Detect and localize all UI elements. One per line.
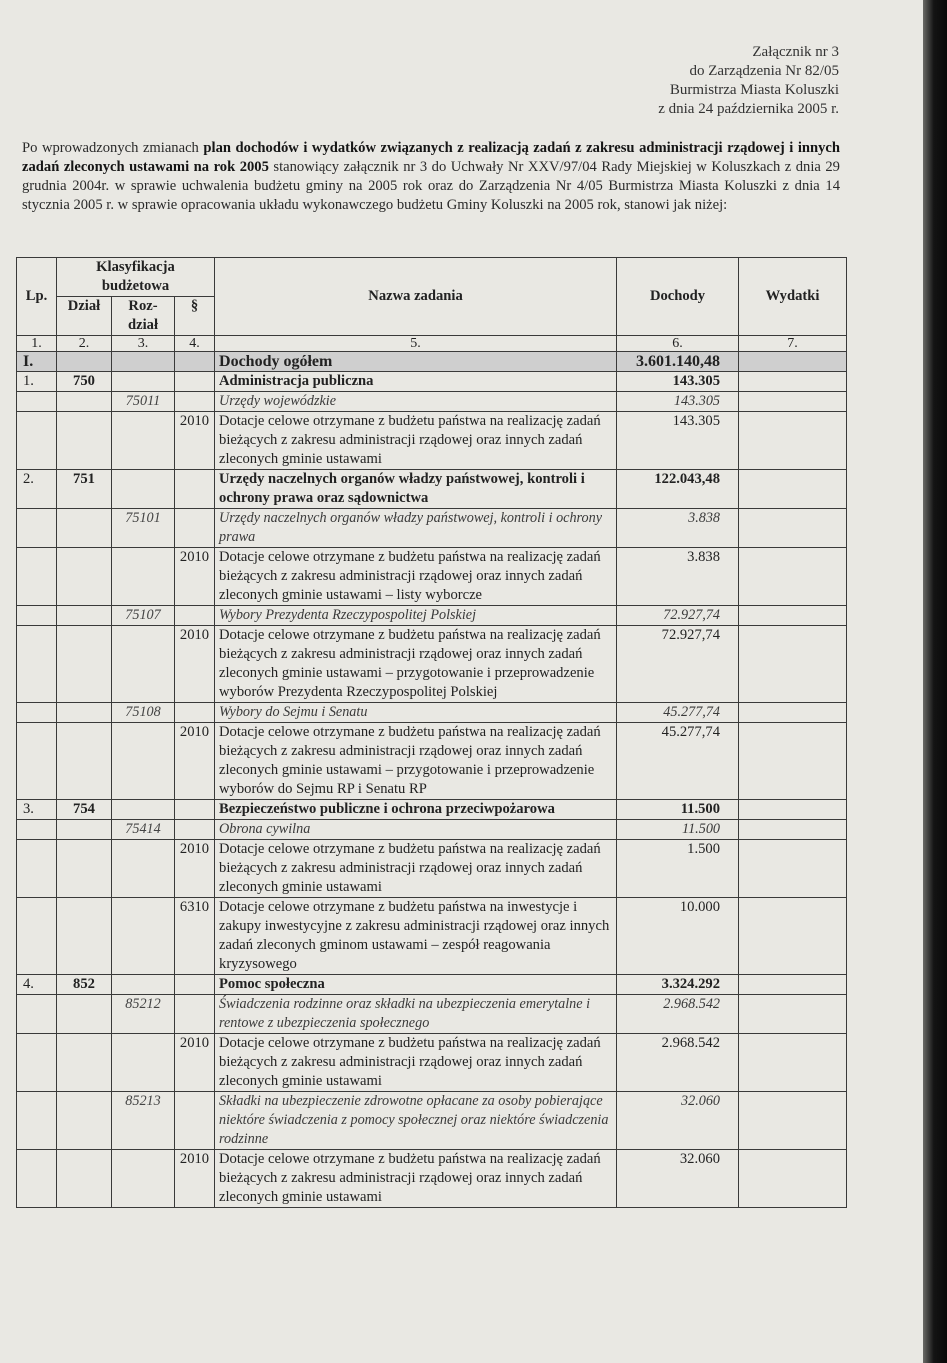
cell-rozdzial [112, 898, 175, 975]
cell-dochody: 143.305 [617, 392, 739, 412]
cell-nazwa: Dotacje celowe otrzymane z budżetu państwa na realizację zadań bieżących z zakresu administracji rządowej oraz innych zadań zleconych gminie ustawami [215, 412, 617, 470]
cell-lp: I. [17, 352, 57, 372]
cell-dzial [57, 606, 112, 626]
scanner-edge [923, 0, 947, 1363]
cell-nazwa: Dotacje celowe otrzymane z budżetu państwa na realizację zadań bieżących z zakresu administracji rządowej oraz innych zadań zleconych gminie ustawami [215, 1150, 617, 1208]
cell-dzial [57, 352, 112, 372]
cell-paragraf [175, 392, 215, 412]
table-row [17, 626, 847, 703]
budget-table [16, 257, 847, 1208]
cell-wydatki [739, 626, 847, 703]
cell-dochody: 11.500 [617, 820, 739, 840]
cell-dochody: 3.324.292 [617, 975, 739, 995]
annex-date: z dnia 24 października 2005 r. [658, 101, 839, 117]
cell-lp [17, 703, 57, 723]
cell-paragraf [175, 1092, 215, 1150]
cell-nazwa: Dotacje celowe otrzymane z budżetu państwa na inwestycje i zakupy inwestycyjne z zakresu administracji rządowej oraz innych zadań zleconych gminom ustawami – zespół reagowania kryzysowego [215, 898, 617, 975]
cell-lp [17, 606, 57, 626]
cell-paragraf: 2010 [175, 548, 215, 606]
table-row [17, 1150, 847, 1208]
cell-dzial [57, 703, 112, 723]
cell-dzial [57, 840, 112, 898]
table-row [17, 412, 847, 470]
cell-wydatki [739, 1150, 847, 1208]
cell-dochody: 32.060 [617, 1150, 739, 1208]
cell-dzial [57, 1034, 112, 1092]
cell-rozdzial: 75414 [112, 820, 175, 840]
header-klasyfikacja: Klasyfikacja budżetowa [57, 258, 215, 297]
cell-lp [17, 626, 57, 703]
cell-dochody: 45.277,74 [617, 703, 739, 723]
header-lp: Lp. [17, 258, 57, 336]
cell-rozdzial: 85212 [112, 995, 175, 1034]
table-row [17, 840, 847, 898]
cell-rozdzial [112, 1150, 175, 1208]
column-number: 3. [112, 336, 175, 352]
cell-nazwa: Dotacje celowe otrzymane z budżetu państwa na realizację zadań bieżących z zakresu administracji rządowej oraz innych zadań zleconych gminie ustawami [215, 1034, 617, 1092]
cell-dzial: 750 [57, 372, 112, 392]
cell-rozdzial [112, 372, 175, 392]
cell-nazwa: Wybory Prezydenta Rzeczypospolitej Polskiej [215, 606, 617, 626]
intro-rest: stanowiący załącznik nr 3 do Uchwały Nr XXV/97/04 Rady Miejskiej w Koluszkach z dnia 29 grudnia 2004r. w sprawie uchwalenia budżetu gminy na 2005 rok oraz do Zarządzenia Nr 4/05 Burmistrza Miasta Koluszki z dnia 14 stycznia 2005 r. w sprawie opracowania układu wykonawczego budżetu Gminy Koluszki na 2005 rok, stanowi jak niżej: [22, 159, 840, 213]
cell-dochody: 1.500 [617, 840, 739, 898]
cell-paragraf [175, 470, 215, 509]
cell-dzial [57, 1150, 112, 1208]
cell-rozdzial: 75107 [112, 606, 175, 626]
cell-dzial [57, 898, 112, 975]
cell-nazwa: Składki na ubezpieczenie zdrowotne opłacane za osoby pobierające niektóre świadczenia z pomocy społecznej oraz niektóre świadczenia rodzinne [215, 1092, 617, 1150]
cell-wydatki [739, 606, 847, 626]
cell-dochody: 11.500 [617, 800, 739, 820]
cell-lp [17, 840, 57, 898]
cell-dochody: 45.277,74 [617, 723, 739, 800]
cell-paragraf: 2010 [175, 412, 215, 470]
cell-dzial [57, 548, 112, 606]
annex-number: Załącznik nr 3 [752, 44, 839, 60]
cell-dzial: 751 [57, 470, 112, 509]
cell-dzial [57, 412, 112, 470]
cell-wydatki [739, 975, 847, 995]
cell-nazwa: Dotacje celowe otrzymane z budżetu państwa na realizację zadań bieżących z zakresu administracji rządowej oraz innych zadań zleconych gminie ustawami – przygotowanie i przeprowadzenie wyborów do Sejmu RP i Senatu RP [215, 723, 617, 800]
cell-nazwa: Obrona cywilna [215, 820, 617, 840]
cell-rozdzial [112, 412, 175, 470]
cell-lp [17, 412, 57, 470]
cell-wydatki [739, 1092, 847, 1150]
cell-dochody: 143.305 [617, 412, 739, 470]
cell-dzial [57, 723, 112, 800]
cell-dochody: 72.927,74 [617, 626, 739, 703]
cell-paragraf [175, 606, 215, 626]
cell-nazwa: Urzędy wojewódzkie [215, 392, 617, 412]
cell-rozdzial [112, 470, 175, 509]
cell-lp [17, 820, 57, 840]
cell-dzial [57, 1092, 112, 1150]
cell-rozdzial [112, 800, 175, 820]
cell-paragraf [175, 820, 215, 840]
cell-paragraf [175, 372, 215, 392]
cell-dzial [57, 626, 112, 703]
cell-paragraf: 2010 [175, 1150, 215, 1208]
cell-nazwa: Bezpieczeństwo publiczne i ochrona przeciwpożarowa [215, 800, 617, 820]
column-number: 6. [617, 336, 739, 352]
cell-paragraf: 2010 [175, 1034, 215, 1092]
cell-paragraf [175, 509, 215, 548]
cell-wydatki [739, 412, 847, 470]
cell-nazwa: Administracja publiczna [215, 372, 617, 392]
header-dzial: Dział [57, 297, 112, 336]
table-row [17, 800, 847, 820]
table-row [17, 820, 847, 840]
column-number: 1. [17, 336, 57, 352]
cell-wydatki [739, 898, 847, 975]
cell-dochody: 143.305 [617, 372, 739, 392]
cell-wydatki [739, 800, 847, 820]
cell-rozdzial: 75108 [112, 703, 175, 723]
cell-lp [17, 723, 57, 800]
table-row [17, 975, 847, 995]
cell-dzial: 754 [57, 800, 112, 820]
cell-wydatki [739, 703, 847, 723]
table-row [17, 898, 847, 975]
cell-wydatki [739, 509, 847, 548]
table-row [17, 509, 847, 548]
cell-dzial: 852 [57, 975, 112, 995]
table-row [17, 606, 847, 626]
cell-dochody: 10.000 [617, 898, 739, 975]
cell-rozdzial [112, 975, 175, 995]
cell-paragraf [175, 800, 215, 820]
cell-dochody: 3.838 [617, 509, 739, 548]
cell-paragraf [175, 352, 215, 372]
cell-dochody: 32.060 [617, 1092, 739, 1150]
cell-rozdzial [112, 1034, 175, 1092]
column-number: 2. [57, 336, 112, 352]
cell-paragraf: 2010 [175, 840, 215, 898]
cell-wydatki [739, 372, 847, 392]
cell-dochody: 3.601.140,48 [617, 352, 739, 372]
annex-issuer: Burmistrza Miasta Koluszki [669, 82, 839, 98]
table-row [17, 352, 847, 372]
cell-paragraf: 6310 [175, 898, 215, 975]
cell-lp [17, 548, 57, 606]
cell-wydatki [739, 548, 847, 606]
cell-wydatki [739, 392, 847, 412]
table-row [17, 1092, 847, 1150]
cell-lp: 3. [17, 800, 57, 820]
header-rozdzial: Roz-dział [112, 297, 175, 336]
cell-rozdzial [112, 840, 175, 898]
table-row [17, 723, 847, 800]
annex-header [658, 43, 839, 119]
cell-nazwa: Pomoc społeczna [215, 975, 617, 995]
cell-dochody: 72.927,74 [617, 606, 739, 626]
cell-nazwa: Urzędy naczelnych organów władzy państwowej, kontroli i ochrony prawa [215, 509, 617, 548]
cell-dzial [57, 995, 112, 1034]
column-number-row [17, 336, 847, 352]
cell-paragraf [175, 703, 215, 723]
header-paragraf: § [175, 297, 215, 336]
header-wydatki: Wydatki [739, 258, 847, 336]
cell-wydatki [739, 1034, 847, 1092]
table-row [17, 548, 847, 606]
cell-wydatki [739, 723, 847, 800]
column-number: 4. [175, 336, 215, 352]
header-nazwa: Nazwa zadania [215, 258, 617, 336]
table-row [17, 392, 847, 412]
table-row [17, 470, 847, 509]
cell-rozdzial [112, 723, 175, 800]
annex-order-ref: do Zarządzenia Nr 82/05 [689, 63, 839, 79]
cell-nazwa: Dotacje celowe otrzymane z budżetu państwa na realizację zadań bieżących z zakresu administracji rządowej oraz innych zadań zleconych gminie ustawami – listy wyborcze [215, 548, 617, 606]
cell-dochody: 2.968.542 [617, 995, 739, 1034]
cell-dochody: 3.838 [617, 548, 739, 606]
cell-nazwa: Dochody ogółem [215, 352, 617, 372]
cell-wydatki [739, 470, 847, 509]
cell-dzial [57, 392, 112, 412]
column-number: 7. [739, 336, 847, 352]
cell-lp [17, 1034, 57, 1092]
cell-rozdzial: 75101 [112, 509, 175, 548]
cell-lp [17, 509, 57, 548]
cell-lp: 2. [17, 470, 57, 509]
header-dochody: Dochody [617, 258, 739, 336]
cell-nazwa: Dotacje celowe otrzymane z budżetu państwa na realizację zadań bieżących z zakresu administracji rządowej oraz innych zadań zleconych gminie ustawami – przygotowanie i przeprowadzenie wyborów Prezydenta Rzeczypospolitej Polskiej [215, 626, 617, 703]
cell-lp [17, 392, 57, 412]
cell-dochody: 2.968.542 [617, 1034, 739, 1092]
cell-wydatki [739, 995, 847, 1034]
cell-dochody: 122.043,48 [617, 470, 739, 509]
cell-paragraf [175, 975, 215, 995]
table-row [17, 372, 847, 392]
cell-paragraf: 2010 [175, 626, 215, 703]
cell-wydatki [739, 820, 847, 840]
cell-paragraf [175, 995, 215, 1034]
column-number: 5. [215, 336, 617, 352]
cell-dzial [57, 509, 112, 548]
intro-bold-subject: plan dochodów i wydatków związanych z realizacją zadań z zakresu administracji rządowej i innych zadań zleconych ustawami na rok 2005 [22, 140, 840, 175]
cell-nazwa: Dotacje celowe otrzymane z budżetu państwa na realizację zadań bieżących z zakresu administracji rządowej oraz innych zadań zleconych gminie ustawami [215, 840, 617, 898]
cell-wydatki [739, 352, 847, 372]
table-row [17, 995, 847, 1034]
intro-lead: Po wprowadzonych zmianach [22, 140, 204, 156]
cell-rozdzial: 85213 [112, 1092, 175, 1150]
cell-rozdzial [112, 626, 175, 703]
cell-lp [17, 1150, 57, 1208]
cell-paragraf: 2010 [175, 723, 215, 800]
table-row [17, 1034, 847, 1092]
cell-nazwa: Wybory do Sejmu i Senatu [215, 703, 617, 723]
cell-lp: 4. [17, 975, 57, 995]
intro-paragraph [22, 139, 840, 215]
cell-dzial [57, 820, 112, 840]
cell-rozdzial [112, 548, 175, 606]
cell-wydatki [739, 840, 847, 898]
cell-nazwa: Świadczenia rodzinne oraz składki na ubezpieczenia emerytalne i rentowe z ubezpieczenia społecznego [215, 995, 617, 1034]
cell-lp [17, 1092, 57, 1150]
cell-lp [17, 898, 57, 975]
cell-lp [17, 995, 57, 1034]
cell-rozdzial [112, 352, 175, 372]
table-row [17, 703, 847, 723]
cell-lp: 1. [17, 372, 57, 392]
cell-nazwa: Urzędy naczelnych organów władzy państwowej, kontroli i ochrony prawa oraz sądownictwa [215, 470, 617, 509]
cell-rozdzial: 75011 [112, 392, 175, 412]
